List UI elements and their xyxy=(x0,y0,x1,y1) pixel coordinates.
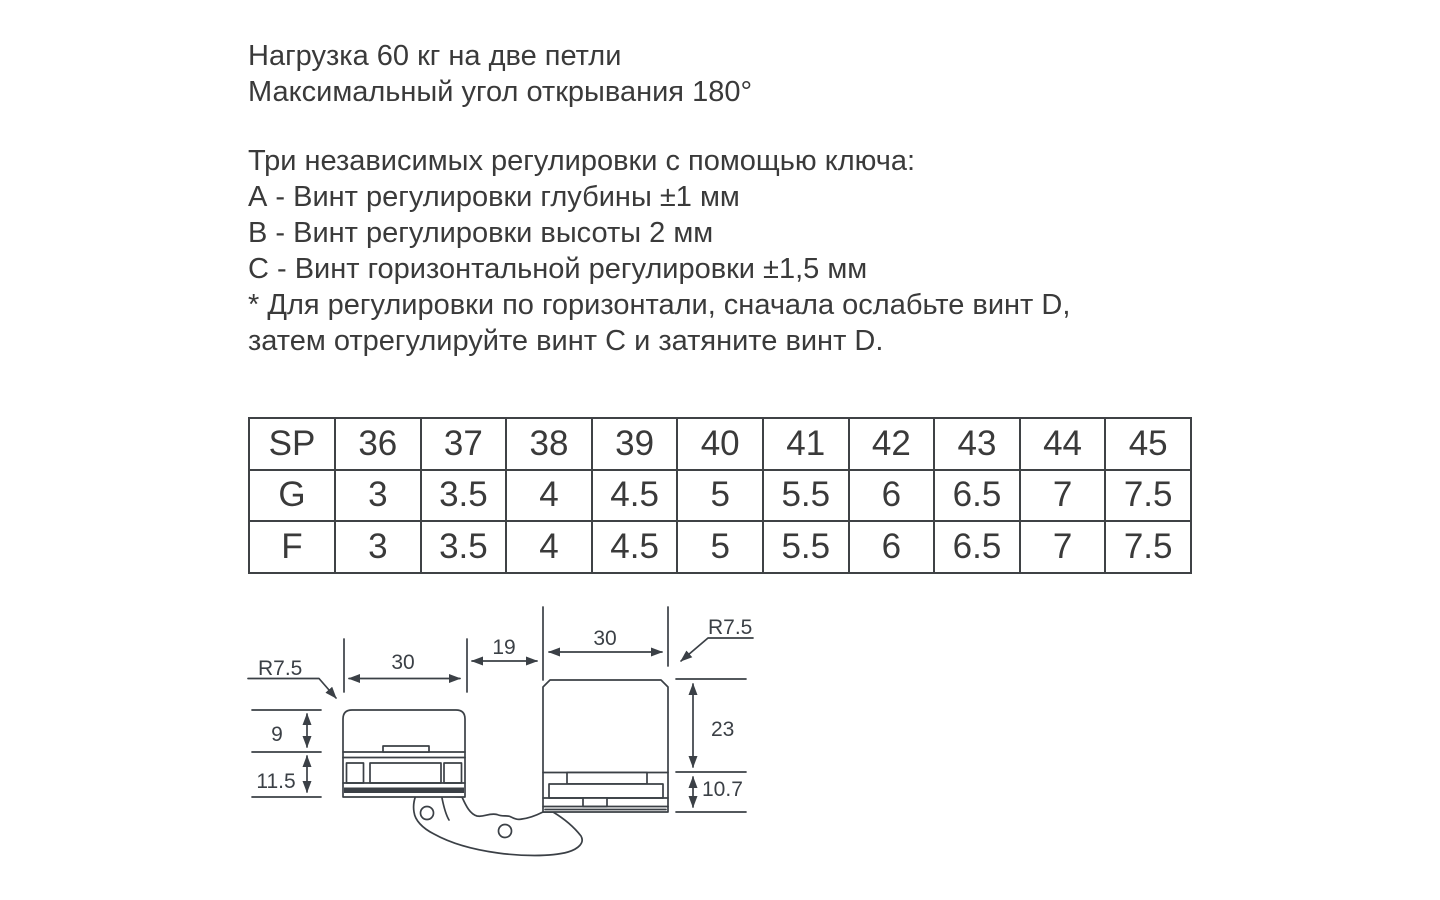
row-label: F xyxy=(249,521,335,573)
spec-line-load: Нагрузка 60 кг на две петли xyxy=(248,40,622,72)
size-cell: 6 xyxy=(849,521,935,573)
size-cell: 3.5 xyxy=(421,470,507,522)
cup-base-bar xyxy=(344,788,464,794)
dim-label-right-width: 30 xyxy=(593,627,617,650)
dimension-labels xyxy=(256,616,752,801)
size-cell: 5.5 xyxy=(763,470,849,522)
adjust-line-title: Три независимых регулировки с помощью ключа: xyxy=(248,145,916,177)
cup-plate-middle xyxy=(370,763,441,783)
size-cell: 36 xyxy=(335,418,421,470)
size-cell: 4.5 xyxy=(592,470,678,522)
door-side-block xyxy=(543,680,668,812)
size-cell: 7 xyxy=(1020,521,1106,573)
row-label: SP xyxy=(249,418,335,470)
dim-label-block-height: 23 xyxy=(711,718,735,741)
cup-block-outline xyxy=(343,710,465,797)
dim-label-cup-bottom: 11.5 xyxy=(256,770,296,793)
hinge-cup-block xyxy=(343,710,465,797)
size-cell: 4 xyxy=(506,470,592,522)
size-cell: 44 xyxy=(1020,418,1106,470)
size-cell: 3.5 xyxy=(421,521,507,573)
hinge-pivot-hole xyxy=(421,807,434,820)
door-plate-top xyxy=(567,773,647,785)
size-cell: 43 xyxy=(934,418,1020,470)
dim-label-left-radius: R7.5 xyxy=(258,657,303,680)
size-cell: 39 xyxy=(592,418,678,470)
cup-plate-right xyxy=(444,763,462,783)
size-cell: 5 xyxy=(677,470,763,522)
adjust-line-a: А - Винт регулировки глубины ±1 мм xyxy=(248,181,740,213)
adjust-line-note1: * Для регулировки по горизонтали, сначала ослабьте винт D, xyxy=(248,289,1071,321)
door-plate-tab xyxy=(583,798,607,807)
dimension-lines xyxy=(248,638,753,807)
adjust-line-note2: затем отрегулируйте винт С и затяните винт D. xyxy=(248,325,884,357)
dim-label-right-radius: R7.5 xyxy=(708,616,753,639)
size-cell: 3 xyxy=(335,470,421,522)
size-cell: 41 xyxy=(763,418,849,470)
size-cell: 6.5 xyxy=(934,470,1020,522)
size-cell: 7.5 xyxy=(1105,470,1191,522)
adjust-line-c: С - Винт горизонтальной регулировки ±1,5 мм xyxy=(248,253,868,285)
cup-tab xyxy=(383,746,429,752)
size-cell: 6.5 xyxy=(934,521,1020,573)
size-cell: 42 xyxy=(849,418,935,470)
size-cell: 45 xyxy=(1105,418,1191,470)
dim-label-gap: 19 xyxy=(492,636,516,659)
hinge-screw-hole xyxy=(499,825,512,838)
size-cell: 6 xyxy=(849,470,935,522)
size-cell: 40 xyxy=(677,418,763,470)
size-cell: 38 xyxy=(506,418,592,470)
size-cell: 5.5 xyxy=(763,521,849,573)
row-label: G xyxy=(249,470,335,522)
size-cell: 5 xyxy=(677,521,763,573)
size-cell: 37 xyxy=(421,418,507,470)
size-cell: 3 xyxy=(335,521,421,573)
cup-plate-left xyxy=(347,763,364,783)
size-cell: 4 xyxy=(506,521,592,573)
leader-right-radius xyxy=(681,638,753,661)
size-cell: 7 xyxy=(1020,470,1106,522)
spec-line-angle: Максимальный угол открывания 180° xyxy=(248,76,753,108)
adjust-line-b: В - Винт регулировки высоты 2 мм xyxy=(248,217,714,249)
size-cell: 4.5 xyxy=(592,521,678,573)
dim-label-plate-height: 10.7 xyxy=(702,778,743,801)
leader-left-radius xyxy=(248,679,336,699)
dim-label-left-width: 30 xyxy=(391,651,415,674)
dim-label-cup-top: 9 xyxy=(271,723,283,746)
size-cell: 7.5 xyxy=(1105,521,1191,573)
door-plate-mid xyxy=(549,784,663,798)
